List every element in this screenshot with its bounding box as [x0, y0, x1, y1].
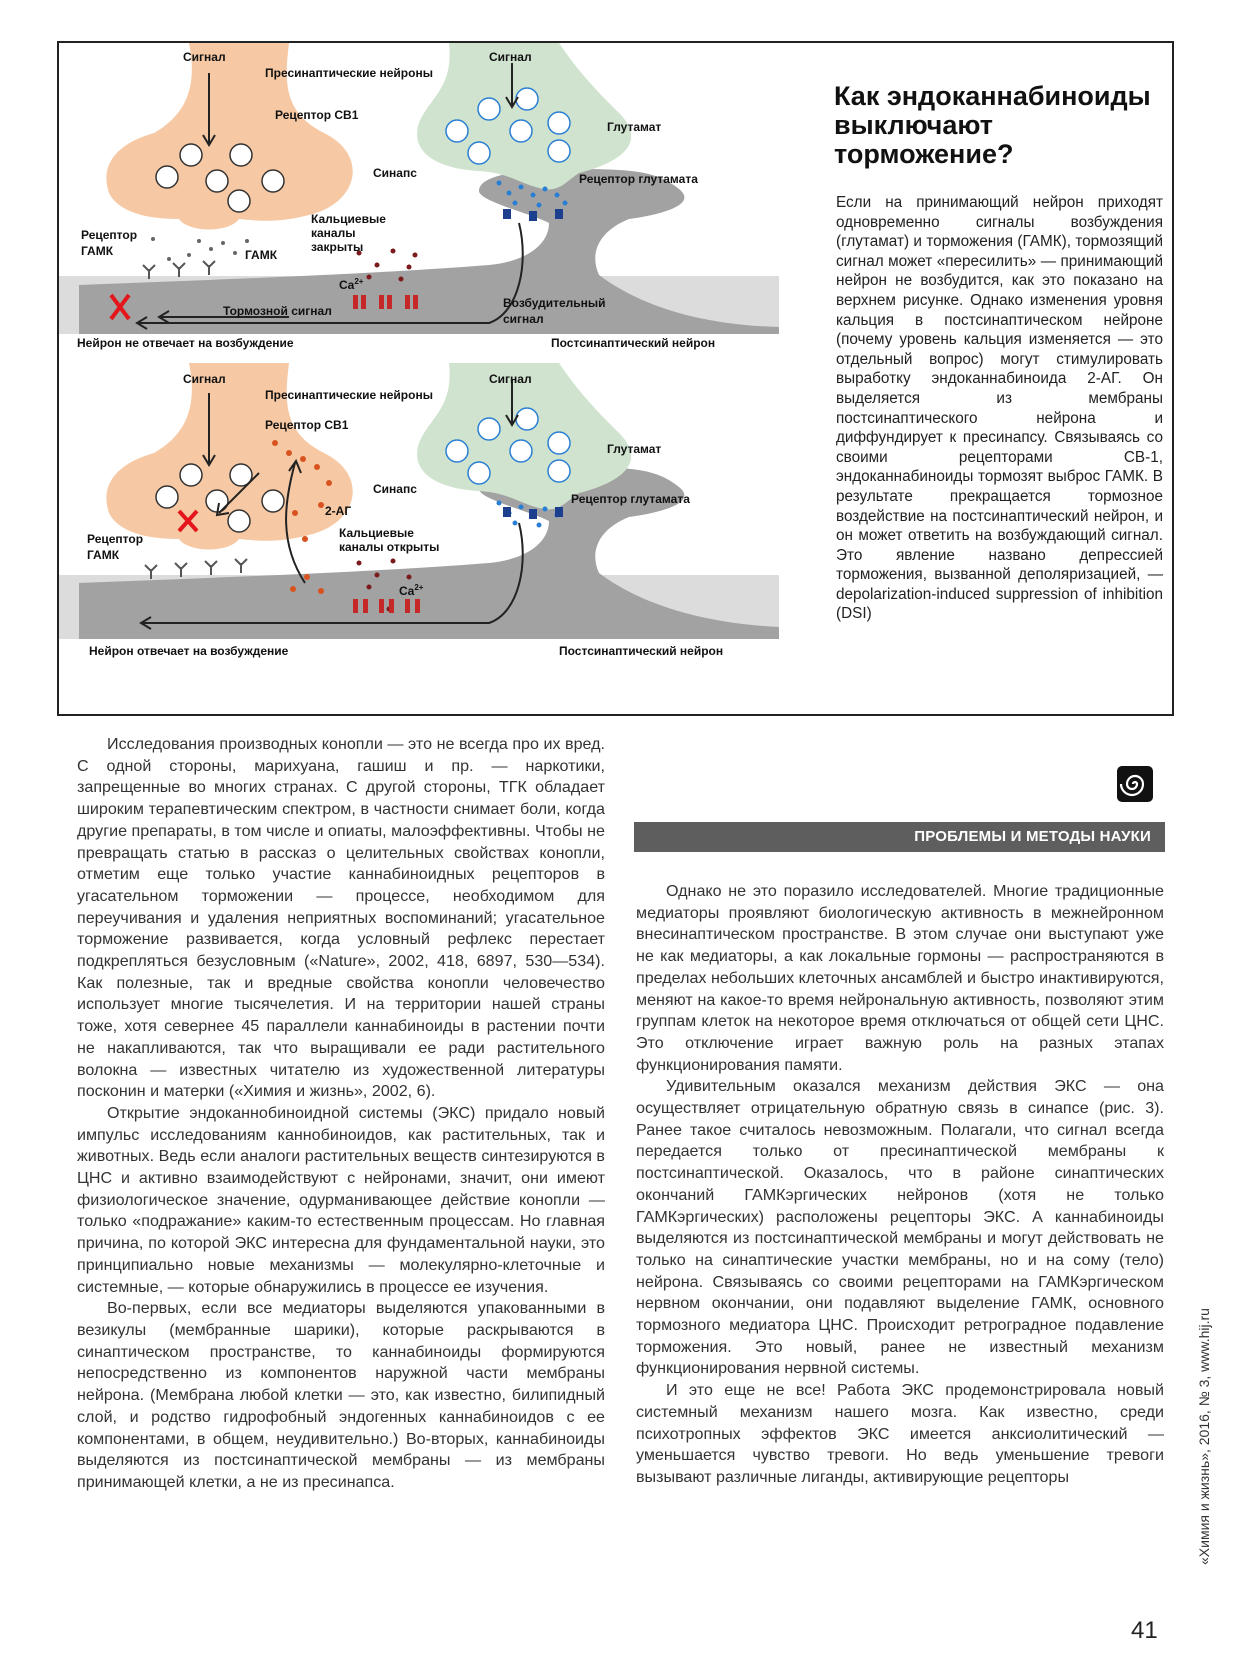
glutamate-receptor-label: Рецептор глутамата	[579, 172, 698, 186]
excitatory-signal-label-2: сигнал	[503, 312, 544, 326]
sidebar-title-line: торможение?	[834, 139, 1014, 169]
sidebar-title-line: Как эндоканнабиноиды	[834, 81, 1151, 111]
gaba-receptor-label-1: Рецептор	[81, 228, 138, 242]
diagram-bottom	[59, 363, 779, 658]
diagram-top	[59, 43, 779, 350]
paragraph: Открытие эндоканнобиноидной системы (ЭКС) придало новый импульс исследованиям каннобиноидов, как растительных, так и животных. Ведь если аналоги растительных веществ синтезируются в ЦНС и активно взаимодействуют с нейронами, значит, они имеют физиологическое значение, одурманивающее действие конопли — только «подражание» каким-то естественным процессам. Но главная причина, по которой ЭКС интересна для фундаментальной науки, это принципиально новые механизмы — молекулярно-клеточные и системные, — которые обнаружились в процессе ее изучения.	[77, 1103, 605, 1296]
section-header: ПРОБЛЕМЫ И МЕТОДЫ НАУКИ	[914, 828, 1151, 845]
calcium-channels-label-1: Кальциевые	[339, 526, 414, 540]
section-header-band	[634, 822, 1165, 852]
sidebar-title	[834, 82, 1164, 169]
glutamate-label: Глутамат	[607, 120, 662, 134]
two-ag-label: 2-АГ	[325, 504, 352, 518]
presynaptic-label: Пресинаптические нейроны	[265, 66, 433, 80]
synapse-label: Синапс	[373, 166, 417, 180]
calcium-ion-symbol: Ca	[399, 584, 415, 598]
paragraph: Исследования производных конопли — это не всегда про их вред. С одной стороны, марихуана, гашиш и пр. — наркотики, запрещенные во многих странах. С другой стороны, ТГК обладает широким терапевтическим спектром, в частности снимает боли, когда другие препараты, в том числе и опиаты, малоэффективны. Чтобы не превращать статью в рассказ о целительных свойствах конопли, отметим еще только участие каннабиноидных рецепторов в угасательном торможении — процессе, необходимом для переучивания и удаления неприятных воспоминаний; угасательное торможение развивается, когда условный рефлекс перестает подкрепляться безусловным («Nature», 2002, 418, 6897, 530—534). Как полезные, так и вредные свойства конопли человечество использует многие тысячелетия. И на территории нашей страны тоже, хотя севернее 45 параллели каннабиноиды в растении почти не накапливаются, так что выращивали ее ради растительного волокна — известных читателю из художественной литературы посконин и матерки («Химия и жизнь», 2002, 6).	[77, 735, 605, 1101]
synapse-label: Синапс	[373, 482, 417, 496]
signal-left-label: Сигнал	[183, 50, 226, 64]
glutamate-receptor-label: Рецептор глутамата	[571, 492, 690, 506]
calcium-ion-charge: 2+	[414, 583, 424, 592]
gaba-receptor-label-2: ГАМК	[81, 244, 114, 258]
signal-right-label: Сигнал	[489, 372, 532, 386]
caption-bottom-right: Постсинаптический нейрон	[559, 644, 724, 658]
page-number: 41	[1131, 1617, 1158, 1644]
sidebar-text	[836, 193, 1163, 624]
gaba-receptor-label-2: ГАМК	[87, 548, 120, 562]
paragraph: И это еще не все! Работа ЭКС продемонстрировала новый системный механизм нашего мозга. Как известно, среди психотропных эффектов ЭКС имеется анксиолитический — уменьшается чувство тревоги. Но ведь уменьшение тревоги вызывают различные лиганды, активирующие рецепторы	[636, 1381, 1164, 1486]
presynaptic-neuron-right	[417, 43, 631, 189]
right-column	[636, 881, 1164, 1489]
left-column	[77, 734, 605, 1494]
calcium-channels-label-2: каналы	[311, 226, 356, 240]
sidebar-title-line: выключают	[834, 110, 993, 140]
paragraph: Удивительным оказался механизм действия ЭКС — она осуществляет отрицательную обратную связь в синапсе (рис. 3). Ранее такое считалось невозможным. Полагали, что сигнал всегда передается только от пресинаптической мембраны к постсинаптической. Оказалось, что в районе синаптических окончаний ГАМКэргических нейронов (хотя не только ГАМКэргических) расположены рецепторы ЭКС. А каннабиноиды выделяются из постсинаптической мембраны и могут действовать не только на синаптические участки мембраны, но и на сому (тело) нейрона. Связываясь со своими рецепторами на ГАМКэргическом нервном окончании, они подавляют выделение ГАМК, основного тормозного медиатора ЦНС. Происходит ретроградное подавление торможения. Это новый, ранее не известный механизм функционирования нервной системы.	[636, 1077, 1164, 1378]
sidebar-paragraph: Если на принимающий нейрон приходят одновременно сигналы возбуждения (глутамат) и торможения (ГАМК), тормозящий сигнал может «пересилить» — принимающий нейрон не возбудится, как это показано на верхнем рисунке. Однако изменения уровня кальция в постсинаптическом нейроне (почему уровень кальция изменяется — это отдельный вопрос) могут стимулировать выработку эндоканнабиноида 2-АГ. Он выделяется из мембраны постсинаптического нейрона и диффундирует к пресинапсу. Связываясь со своими рецепторами СВ-1, эндоканнабиноиды тормозят выброс ГАМК. В результате прекращается тормозное воздействие на постсинаптический нейрон, и он может ответить на возбуждающий сигнал. Это явление названо депрессией торможения, вызванной деполяризацией, — depolarization-induced suppression of inhibition (DSI)	[836, 194, 1163, 623]
presynaptic-label: Пресинаптические нейроны	[265, 388, 433, 402]
cb1-receptor-label: Рецептор СВ1	[275, 108, 359, 122]
glutamate-label: Глутамат	[607, 442, 662, 456]
inhibitory-signal-label: Тормозной сигнал	[223, 304, 332, 318]
calcium-ion-charge: 2+	[354, 277, 364, 286]
calcium-channels-label-1: Кальциевые	[311, 212, 386, 226]
excitatory-signal-label-1: Возбудительный	[503, 296, 606, 310]
calcium-ion-symbol: Ca	[339, 278, 355, 292]
journal-credit: «Химия и жизнь», 2016, № 3, www.hij.ru	[1196, 1308, 1212, 1565]
cb1-receptor-label: Рецептор СВ1	[265, 418, 349, 432]
gaba-label: ГАМК	[245, 248, 278, 262]
caption-top-right: Постсинаптический нейрон	[551, 336, 716, 350]
paragraph: Во-первых, если все медиаторы выделяются упакованными в везикулы (мембранные шарики), которые раскрываются в синаптическом пространстве, то каннабиноиды формируются непосредственно из компонентов наружной части мембраны нейрона. (Мембрана любой клетки — это, как известно, билипидный слой, и родство гидрофобный эндогенных каннабиноидов с ее компонентами, в общем, неудивительно.) Во-вторых, каннабиноиды выделяются из постсинаптической мембраны — из мембраны принимающей клетки, а не из пресинапса.	[77, 1299, 605, 1491]
calcium-channels-label-2: каналы открыты	[339, 540, 440, 554]
spiral-logo-icon	[1117, 766, 1153, 802]
signal-left-label: Сигнал	[183, 372, 226, 386]
caption-top-left: Нейрон не отвечает на возбуждение	[77, 336, 294, 350]
paragraph: Однако не это поразило исследователей. Многие традиционные медиаторы проявляют биологическую активность в межнейронном внесинаптическом пространстве. В этом случае они выступают уже не как медиаторы, а как локальные гормоны — распространяются в пределах небольших клеточных ансамблей и быстро инактивируются, меняют на какое-то время нейрональную активность, позволяют этим группам клеток на некоторое время отключаться от общей сети ЦНС. Это отключение играет важную роль на разных этапах функционирования памяти.	[636, 882, 1164, 1074]
caption-bottom-left: Нейрон отвечает на возбуждение	[89, 644, 289, 658]
calcium-channels-label-3: закрыты	[311, 240, 364, 254]
signal-right-label: Сигнал	[489, 50, 532, 64]
gaba-receptor-label-1: Рецептор	[87, 532, 144, 546]
gaba-molecules	[151, 237, 249, 261]
